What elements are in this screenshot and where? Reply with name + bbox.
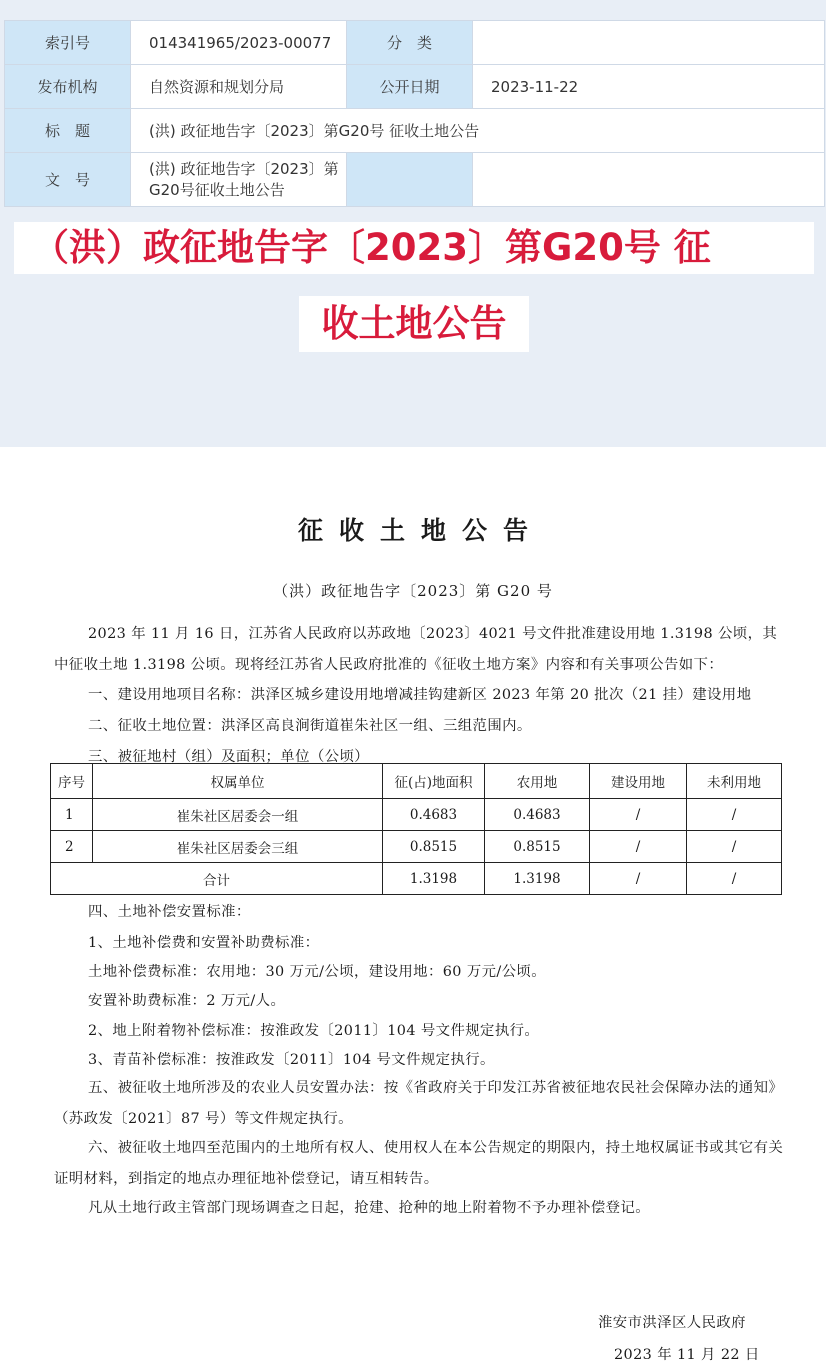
section-4-5 [54, 1045, 784, 1076]
section-2 [54, 711, 784, 742]
section-4 [54, 897, 784, 928]
metadata-table [4, 20, 825, 207]
category-label: 分 类 [347, 21, 473, 65]
table-cell: 0.8515 [383, 831, 485, 863]
table-cell: 1 [51, 799, 93, 831]
table-cell: 2 [51, 831, 93, 863]
land-area-table [50, 763, 782, 895]
table-cell: 1.3198 [485, 863, 590, 895]
section-6-text: 六、被征收土地四至范围内的土地所有权人、使用权人在本公告规定的期限内，持土地权属证书或其它有关证明材料，到指定的地点办理征地补偿登记，请互相转告。 [54, 1140, 784, 1187]
intro-text: 2023 年 11 月 16 日，江苏省人民政府以苏政地〔2023〕4021 号文件批准建设用地 1.3198 公顷，其中征收土地 1.3198 公顷。现将经江苏省人民政府批准的《征收土地方案》内容和有关事项公告如下： [54, 626, 778, 673]
section-4-text: 四、土地补偿安置标准： [88, 904, 251, 920]
table-header-cell: 征(占)地面积 [383, 764, 485, 799]
table-header-cell: 农用地 [485, 764, 590, 799]
section-5 [54, 1073, 784, 1135]
table-cell: 崔朱社区居委会一组 [93, 799, 383, 831]
table-row [51, 831, 782, 863]
section-4-1-text: 1、土地补偿费和安置补助费标准： [88, 935, 320, 951]
section-1 [54, 680, 784, 711]
table-header-cell: 权属单位 [93, 764, 383, 799]
table-total-row [51, 863, 782, 895]
table-cell: 0.4683 [485, 799, 590, 831]
table-cell: / [590, 831, 687, 863]
index-value: 014341965/2023-00077 [131, 21, 347, 65]
table-header-cell: 未利用地 [687, 764, 782, 799]
section-7 [54, 1193, 784, 1224]
document-title: 征收土地公告 [297, 516, 544, 545]
publish-date-label: 公开日期 [347, 65, 473, 109]
table-cell: / [590, 799, 687, 831]
section-6 [54, 1133, 784, 1195]
table-cell: 0.4683 [383, 799, 485, 831]
table-row [51, 799, 782, 831]
section-4-3 [54, 986, 784, 1017]
metadata-panel [0, 0, 826, 447]
publish-date-value: 2023-11-22 [473, 65, 825, 109]
headline-line-2: 收土地公告 [299, 296, 529, 352]
signature-date: 2023 年 11 月 22 日 [614, 1347, 760, 1363]
publisher-label: 发布机构 [5, 65, 131, 109]
table-cell: / [687, 799, 782, 831]
headline-line-1: （洪）政征地告字〔2023〕第G20号 征 [14, 222, 814, 274]
publisher-value: 自然资源和规划分局 [131, 65, 347, 109]
section-4-2-text: 土地补偿费标准：农用地：30 万元/公顷，建设用地：60 万元/公顷。 [88, 964, 547, 980]
table-header-row [51, 764, 782, 799]
title-value: (洪) 政征地告字〔2023〕第G20号 征收土地公告 [131, 109, 825, 153]
table-cell: 合计 [51, 863, 383, 895]
table-header-cell: 建设用地 [590, 764, 687, 799]
section-4-3-text: 安置补助费标准：2 万元/人。 [88, 993, 286, 1009]
section-7-text: 凡从土地行政主管部门现场调查之日起，抢建、抢种的地上附着物不予办理补偿登记。 [88, 1200, 651, 1216]
intro-paragraph [54, 619, 784, 681]
section-4-5-text: 3、青苗补偿标准：按淮政发〔2011〕104 号文件规定执行。 [88, 1052, 495, 1068]
table-cell: 1.3198 [383, 863, 485, 895]
doc-no-value: (洪) 政征地告字〔2023〕第G20号征收土地公告 [131, 153, 347, 207]
section-4-4 [54, 1016, 784, 1047]
table-cell: / [590, 863, 687, 895]
table-cell: 崔朱社区居委会三组 [93, 831, 383, 863]
title-label: 标 题 [5, 109, 131, 153]
table-header-cell: 序号 [51, 764, 93, 799]
table-cell: / [687, 831, 782, 863]
table-cell: / [687, 863, 782, 895]
section-2-text: 二、征收土地位置：洪泽区高良涧街道崔朱社区一组、三组范围内。 [88, 718, 532, 734]
section-4-4-text: 2、地上附着物补偿标准：按淮政发〔2011〕104 号文件规定执行。 [88, 1023, 540, 1039]
section-3-text: 三、被征地村（组）及面积；单位（公顷） [88, 749, 370, 765]
notice-document [0, 447, 826, 1371]
document-number: （洪）政征地告字〔2023〕第 G20 号 [273, 582, 553, 600]
doc-no-spacer [347, 153, 473, 207]
section-5-text: 五、被征收土地所涉及的农业人员安置办法：按《省政府关于印发江苏省被征地农民社会保障办法的通知》（苏政发〔2021〕87 号）等文件规定执行。 [54, 1080, 784, 1127]
signature-organization: 淮安市洪泽区人民政府 [598, 1315, 746, 1331]
section-4-2 [54, 957, 784, 988]
section-1-text: 一、建设用地项目名称：洪泽区城乡建设用地增减挂钩建新区 2023 年第 20 批次（21 挂）建设用地 [88, 687, 752, 703]
category-value [473, 21, 825, 65]
table-cell: 0.8515 [485, 831, 590, 863]
doc-no-label: 文 号 [5, 153, 131, 207]
section-4-1 [54, 928, 784, 959]
index-label: 索引号 [5, 21, 131, 65]
doc-no-blank [473, 153, 825, 207]
